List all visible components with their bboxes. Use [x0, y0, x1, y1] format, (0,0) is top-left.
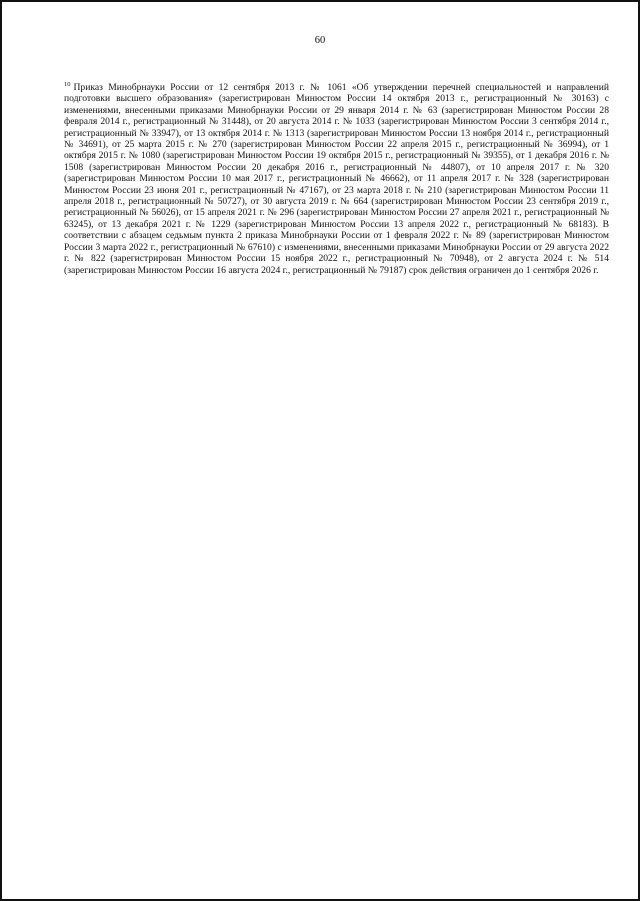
footnote-text: Приказ Минобрнауки России от 12 сентября 2013 г. № 1061 «Об утверждении перечней специальностей и направлений подготовки высшего образования» (зарегистрирован Минюстом России 14 октября 2013 г., регистрационный № 30163) с изменениями, внесенными приказами Минобрнауки России от 29 января 2014 г. № 63 (зарегистрирован Минюстом России 28 февраля 2014 г., регистрационный № 31448), от 20 августа 2014 г. № 1033 (зарегистрирован Минюстом России 3 сентября 2014 г., регистрационный № 33947), от 13 октября 2014 г. № 1313 (зарегистрирован Минюстом России 13 ноября 2014 г., регистрационный № 34691), от 25 марта 2015 г. № 270 (зарегистрирован Минюстом России 22 апреля 2015 г., регистрационный № 36994), от 1 октября 2015 г. № 1080 (зарегистрирован Минюстом России 19 октября 2015 г., регистрационный № 39355), от 1 декабря 2016 г. № 1508 (зарегистрирован Минюстом России 20 декабря 2016 г., регистрационный № 44807), от 10 апреля 2017 г. № 320 (зарегистрирован Минюстом России 10 мая 2017 г., регистрационный № 46662), от 11 апреля 2017 г. № 328 (зарегистрирован Минюстом России 23 июня 201 г., регистрационный № 47167), от 23 марта 2018 г. № 210 (зарегистрирован Минюстом России 11 апреля 2018 г., регистрационный № 50727), от 30 августа 2019 г. № 664 (зарегистрирован Минюстом России 23 сентября 2019 г., регистрационный № 56026), от 15 апреля 2021 г. № 296 (зарегистрирован Минюстом России 27 апреля 2021 г., регистрационный № 63245), от 13 декабря 2021 г. № 1229 (зарегистрирован Минюстом России 13 апреля 2022 г., регистрационный № 68183). В соответствии с абзацем седьмым пункта 2 приказа Минобрнауки России от 1 февраля 2022 г. № 89 (зарегистрирован Минюстом России 3 марта 2022 г., регистрационный № 67610) с изменениями, внесенными приказами Минобрнауки России от 29 августа 2022 г. № 822 (зарегистрирован Минюстом России 15 ноября 2022 г., регистрационный № 70948), от 2 августа 2024 г. № 514 (зарегистрирован Минюстом России 16 августа 2024 г., регистрационный № 79187) срок действия ограничен до 1 сентября 2026 г. [64, 82, 609, 276]
page-number: 60 [314, 35, 326, 46]
footnote-mark: 10 [64, 80, 71, 88]
footnote [64, 82, 609, 276]
